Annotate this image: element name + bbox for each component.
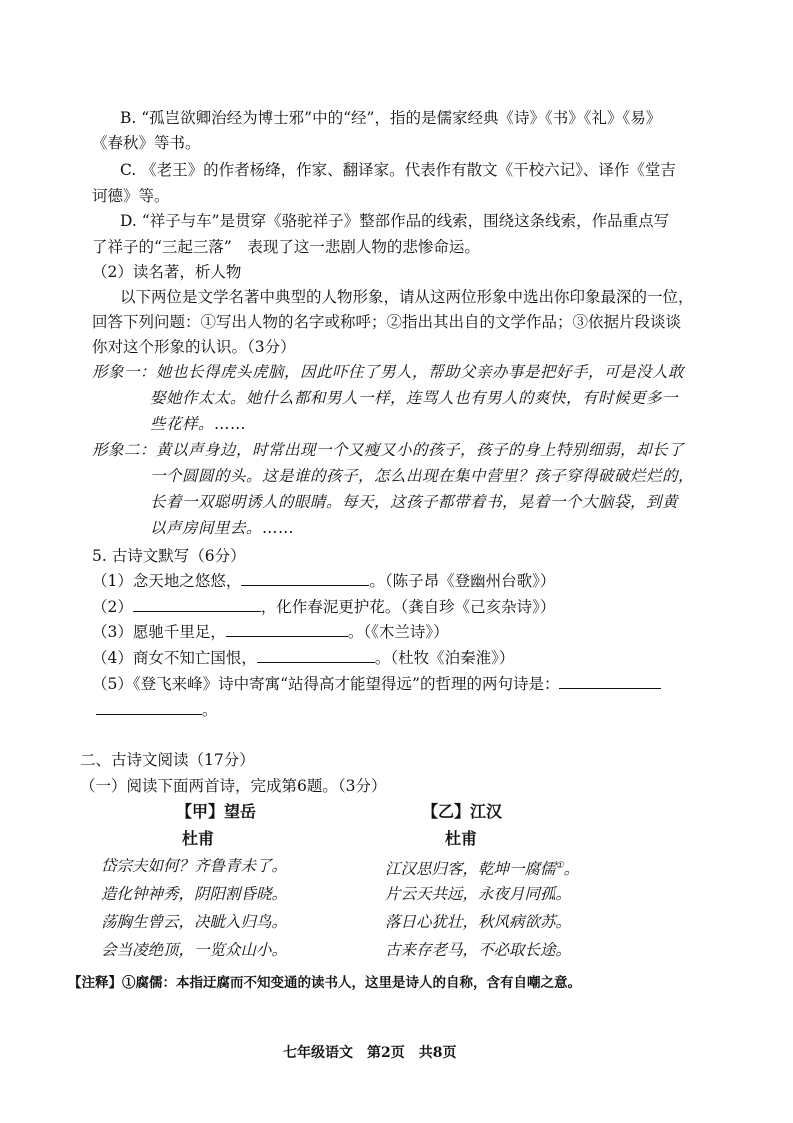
q5-item-4 (92, 648, 514, 668)
option-d-line2: 了祥子的“三起三落” 表现了这一悲剧人物的悲惨命运。 (92, 238, 480, 256)
poem-jia-line-3: 荡胸生曾云，决眦入归鸟。 (101, 913, 288, 931)
q5-item-3-prefix: （3）愿驰千里足， (92, 623, 226, 641)
q5-item-5-prefix: （5）《登飞来峰》诗中寄寓“站得高才能望得远”的哲理的两句诗是： (92, 675, 560, 693)
question-4-2-intro-2: 回答下列问题：①写出人物的名字或称呼；②指出其出自的文学作品；③依据片段谈谈 (92, 313, 682, 331)
q5-item-1-suffix: 。（陈子昂《登幽州台歌》） (369, 572, 556, 590)
footnote-marker: ① (555, 861, 564, 871)
q5-item-1-prefix: （1）念天地之悠悠， (92, 572, 242, 590)
q5-blank-3[interactable] (226, 622, 348, 637)
poem-yi-line-1-text: 江汉思归客，乾坤一腐儒 (385, 860, 556, 879)
q5-item-2 (92, 597, 555, 617)
question-4-2-intro-1: 以下两位是文学名著中典型的人物形象，请从这两位形象中选出你印象最深的一位， (120, 288, 694, 306)
q5-blank-5b[interactable] (96, 700, 202, 715)
q5-item-4-suffix: 。（杜牧《泊秦淮》） (374, 649, 515, 667)
poem-yi-line-4: 古来存老马，不必取长途。 (385, 941, 572, 959)
figure-2-line-3: 长着一双聪明诱人的眼睛。每天，这孩子都带着书，晃着一个大脑袋，到黄 (150, 493, 679, 511)
q5-blank-1[interactable] (241, 571, 369, 586)
q5-item-4-prefix: （4）商女不知亡国恨， (92, 649, 257, 667)
q5-item-1 (92, 571, 555, 591)
poem-jia-line-2: 造化钟神秀，阴阳割昏晓。 (101, 885, 288, 903)
q5-blank-2[interactable] (133, 597, 261, 612)
figure-2-line-2: 一个圆圆的头。这是谁的孩子，怎么出现在集中营里？孩子穿得破破烂烂的， (150, 467, 695, 485)
poem-yi-author: 杜甫 (445, 829, 478, 848)
option-c-line1: C. 《老王》的作者杨绛，作家、翻译家。代表作有散文《干校六记》、译作《堂吉 (120, 161, 676, 179)
poem-yi-title: 【乙】江汉 (422, 802, 503, 821)
option-c-line2: 诃德》等。 (92, 187, 170, 205)
q5-item-3-suffix: 。（《木兰诗》） (347, 623, 449, 641)
q5-item-5-cont (96, 700, 218, 720)
option-d-line1: D. “祥子与车”是贯穿《骆驼祥子》整部作品的线索，围绕这条线索，作品重点写 (120, 212, 670, 230)
figure-1-line-3: 些花样。…… (150, 415, 247, 433)
poem-jia-line-1: 岱宗夫如何？齐鲁青未了。 (101, 857, 288, 875)
option-b-line1: B. “孤岂欲卿治经为博士邪”中的“经”，指的是儒家经典《诗》《书》《礼》《易》 (120, 109, 662, 127)
page-footer: 七年级语文 第2页 共8页 (283, 1045, 457, 1061)
figure-1-line-2: 娶她作太太。她什么都和男人一样，连骂人也有男人的爽快，有时候更多一 (150, 389, 679, 407)
question-5-heading: 5. 古诗文默写（6分） (92, 547, 246, 565)
figure-2-line-1: 形象二：黄以声身边，时常出现一个又瘦又小的孩子，孩子的身上特别细弱，却长了 (92, 441, 685, 459)
section-2-subheading: （一）阅读下面两首诗，完成第6题。（3分） (80, 777, 387, 795)
q5-item-2-prefix: （2） (92, 598, 133, 616)
q5-item-3 (92, 622, 449, 642)
poem-yi-line-1-end: 。 (563, 860, 580, 879)
annotation-note: 【注释】①腐儒：本指迂腐而不知变通的读书人，这里是诗人的自称，含有自嘲之意。 (68, 975, 581, 991)
option-b-line2: 《春秋》等书。 (92, 134, 201, 152)
figure-1-line-1: 形象一：她也长得虎头虎脑，因此吓住了男人，帮助父亲办事是把好手，可是没人敢 (92, 363, 685, 381)
question-4-2-intro-3: 你对这个形象的认识。（3分） (92, 338, 296, 356)
q5-item-5-suffix: 。 (202, 701, 218, 719)
q5-item-2-suffix: ，化作春泥更护花。（龚自珍《己亥杂诗》） (260, 598, 556, 616)
poem-jia-author: 杜甫 (182, 829, 215, 848)
poem-jia-line-4: 会当凌绝顶，一览众山小。 (101, 941, 288, 959)
q5-item-5 (92, 674, 661, 694)
poem-yi-line-1 (385, 856, 579, 879)
poem-jia-title: 【甲】望岳 (176, 802, 257, 821)
figure-2-line-4: 以声房间里去。…… (150, 519, 295, 537)
question-4-2-heading: （2）读名著，析人物 (92, 263, 242, 281)
poem-yi-line-2: 片云天共远，永夜月同孤。 (385, 885, 572, 903)
q5-blank-5a[interactable] (559, 674, 661, 689)
q5-blank-4[interactable] (257, 648, 375, 663)
section-2-heading: 二、古诗文阅读（17分） (80, 751, 255, 769)
poem-yi-line-3: 落日心犹壮，秋风病欲苏。 (385, 913, 572, 931)
